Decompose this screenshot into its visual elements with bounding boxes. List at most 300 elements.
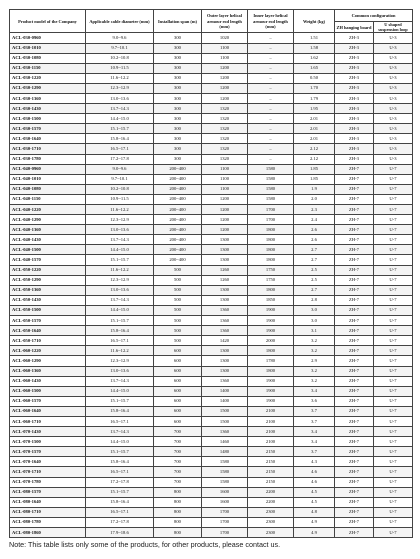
cell-weight: 3.1 xyxy=(294,326,335,336)
cell-inner-length: 1800 xyxy=(248,245,294,255)
cell-inner-length: 1580 xyxy=(248,194,294,204)
cell-weight: 1.85 xyxy=(294,164,335,174)
cell-inner-length: 1580 xyxy=(248,184,294,194)
cell-outer-length: 1200 xyxy=(202,194,248,204)
cell-model: ACL-080-1710 xyxy=(10,507,86,517)
cell-span: 200~400 xyxy=(154,225,202,235)
cell-model: ACL-030-1010 xyxy=(10,43,86,53)
cell-outer-length: 1300 xyxy=(202,245,248,255)
cell-diameter: 13.7~14.3 xyxy=(86,427,154,437)
cell-diameter: 14.4~15.0 xyxy=(86,305,154,315)
table-row xyxy=(10,114,413,124)
cell-span: 500 xyxy=(154,275,202,285)
cell-outer-length: 1300 xyxy=(202,346,248,356)
cell-model: ACL-040-1220 xyxy=(10,205,86,215)
cell-diameter: 14.4~15.0 xyxy=(86,437,154,447)
cell-diameter: 15.8~16.4 xyxy=(86,497,154,507)
cell-zh-board: ZH-7 xyxy=(335,447,374,457)
cell-weight: 1.95 xyxy=(294,104,335,114)
cell-model: ACL-040-1360 xyxy=(10,225,86,235)
cell-weight: 2.4 xyxy=(294,215,335,225)
cell-inner-length: 1750 xyxy=(248,265,294,275)
cell-inner-length: 1850 xyxy=(248,295,294,305)
cell-u-loop: U-7 xyxy=(374,517,413,527)
cell-u-loop: U-7 xyxy=(374,497,413,507)
cell-weight: 3.7 xyxy=(294,416,335,426)
cell-diameter: 12.3~12.9 xyxy=(86,356,154,366)
cell-zh-board: ZH-7 xyxy=(335,457,374,467)
cell-diameter: 10.2~10.8 xyxy=(86,53,154,63)
cell-weight: 1.65 xyxy=(294,63,335,73)
cell-zh-board: ZH-7 xyxy=(335,174,374,184)
table-row xyxy=(10,396,413,406)
cell-zh-board: ZH-7 xyxy=(335,437,374,447)
cell-outer-length: 1300 xyxy=(202,295,248,305)
cell-zh-board: ZH-7 xyxy=(335,275,374,285)
cell-weight: 3.7 xyxy=(294,406,335,416)
cell-model: ACL-030-1640 xyxy=(10,134,86,144)
cell-zh-board: ZH-7 xyxy=(335,386,374,396)
cell-diameter: 12.3~12.9 xyxy=(86,275,154,285)
cell-weight: 1.58 xyxy=(294,43,335,53)
cell-inner-length: – xyxy=(248,144,294,154)
cell-diameter: 15.1~15.7 xyxy=(86,316,154,326)
cell-zh-board: ZH-7 xyxy=(335,528,374,538)
cell-inner-length: 1900 xyxy=(248,316,294,326)
cell-span: 300 xyxy=(154,93,202,103)
cell-span: 200~400 xyxy=(154,205,202,215)
cell-u-loop: U-7 xyxy=(374,487,413,497)
cell-diameter: 10.9~11.5 xyxy=(86,63,154,73)
cell-weight: 1.79 xyxy=(294,93,335,103)
cell-outer-length: 1200 xyxy=(202,205,248,215)
cell-diameter: 13.7~14.3 xyxy=(86,104,154,114)
cell-diameter: 9.7~10.1 xyxy=(86,43,154,53)
cell-zh-board: ZH-7 xyxy=(335,184,374,194)
cell-span: 200~400 xyxy=(154,215,202,225)
cell-inner-length: 1580 xyxy=(248,174,294,184)
cell-span: 300 xyxy=(154,63,202,73)
cell-inner-length: 1700 xyxy=(248,205,294,215)
cell-outer-length: 1500 xyxy=(202,416,248,426)
cell-u-loop: U-7 xyxy=(374,416,413,426)
cell-diameter: 10.2~10.8 xyxy=(86,184,154,194)
cell-inner-length: 1800 xyxy=(248,225,294,235)
cell-diameter: 13.7~14.3 xyxy=(86,235,154,245)
cell-diameter: 11.6~12.2 xyxy=(86,73,154,83)
cell-weight: 3.7 xyxy=(294,447,335,457)
header-model: Product model of the Company xyxy=(10,10,86,33)
cell-diameter: 17.2~17.8 xyxy=(86,477,154,487)
cell-span: 800 xyxy=(154,528,202,538)
cell-model: ACL-080-1780 xyxy=(10,517,86,527)
table-row xyxy=(10,184,413,194)
table-row xyxy=(10,134,413,144)
cell-outer-length: 1420 xyxy=(202,336,248,346)
cell-span: 200~400 xyxy=(154,184,202,194)
cell-u-loop: U-3 xyxy=(374,124,413,134)
cell-inner-length: 1800 xyxy=(248,235,294,245)
cell-inner-length: 2150 xyxy=(248,477,294,487)
cell-diameter: 17.9~18.6 xyxy=(86,528,154,538)
cell-weight: 3.2 xyxy=(294,376,335,386)
cell-diameter: 16.5~17.1 xyxy=(86,144,154,154)
cell-zh-board: ZH-7 xyxy=(335,326,374,336)
cell-u-loop: U-7 xyxy=(374,457,413,467)
cell-span: 300 xyxy=(154,154,202,164)
cell-diameter: 15.1~15.7 xyxy=(86,255,154,265)
cell-u-loop: U-7 xyxy=(374,305,413,315)
table-row xyxy=(10,275,413,285)
cell-diameter: 10.9~11.5 xyxy=(86,194,154,204)
cell-model: ACL-040-1150 xyxy=(10,194,86,204)
table-body xyxy=(10,33,413,538)
cell-inner-length: – xyxy=(248,104,294,114)
cell-inner-length: – xyxy=(248,114,294,124)
cell-span: 700 xyxy=(154,447,202,457)
cell-span: 600 xyxy=(154,406,202,416)
cell-span: 800 xyxy=(154,487,202,497)
cell-inner-length: – xyxy=(248,124,294,134)
table-row xyxy=(10,174,413,184)
cell-u-loop: U-3 xyxy=(374,144,413,154)
cell-diameter: 9.0~9.6 xyxy=(86,164,154,174)
table-row xyxy=(10,205,413,215)
cell-model: ACL-030-1290 xyxy=(10,83,86,93)
cell-u-loop: U-7 xyxy=(374,528,413,538)
table-row xyxy=(10,497,413,507)
cell-weight: 2.0 xyxy=(294,194,335,204)
cell-model: ACL-070-1570 xyxy=(10,447,86,457)
cell-outer-length: 1400 xyxy=(202,396,248,406)
cell-u-loop: U-7 xyxy=(374,245,413,255)
cell-span: 800 xyxy=(154,517,202,527)
cell-inner-length: 2100 xyxy=(248,427,294,437)
cell-span: 700 xyxy=(154,477,202,487)
cell-span: 800 xyxy=(154,507,202,517)
cell-span: 500 xyxy=(154,295,202,305)
table-row xyxy=(10,245,413,255)
cell-inner-length: 2200 xyxy=(248,497,294,507)
cell-weight: 2.9 xyxy=(294,356,335,366)
cell-inner-length: 2100 xyxy=(248,437,294,447)
cell-model: ACL-060-1220 xyxy=(10,346,86,356)
cell-inner-length: – xyxy=(248,53,294,63)
cell-span: 600 xyxy=(154,396,202,406)
cell-outer-length: 1700 xyxy=(202,517,248,527)
table-row xyxy=(10,326,413,336)
table-row xyxy=(10,63,413,73)
table-row xyxy=(10,437,413,447)
cell-model: ACL-080-1860 xyxy=(10,528,86,538)
table-row xyxy=(10,53,413,63)
cell-span: 200~400 xyxy=(154,235,202,245)
cell-inner-length: 2150 xyxy=(248,457,294,467)
cell-outer-length: 1100 xyxy=(202,53,248,63)
cell-u-loop: U-7 xyxy=(374,235,413,245)
cell-model: ACL-060-1500 xyxy=(10,386,86,396)
cell-u-loop: U-7 xyxy=(374,194,413,204)
cell-diameter: 14.4~15.0 xyxy=(86,245,154,255)
cell-outer-length: 1300 xyxy=(202,235,248,245)
cell-span: 500 xyxy=(154,336,202,346)
cell-weight: 3.2 xyxy=(294,336,335,346)
table-row xyxy=(10,447,413,457)
table-row xyxy=(10,144,413,154)
cell-weight: 2.7 xyxy=(294,255,335,265)
cell-weight: 1.70 xyxy=(294,83,335,93)
header-inner-length: Inner layer helical armour rod length (mm) xyxy=(248,10,294,33)
cell-u-loop: U-7 xyxy=(374,447,413,457)
cell-u-loop: U-3 xyxy=(374,104,413,114)
table-row xyxy=(10,265,413,275)
cell-weight: 2.3 xyxy=(294,205,335,215)
cell-inner-length: 1800 xyxy=(248,346,294,356)
cell-zh-board: ZH-3 xyxy=(335,33,374,43)
table-row xyxy=(10,528,413,538)
cell-model: ACL-030-1780 xyxy=(10,154,86,164)
cell-weight: 2.01 xyxy=(294,134,335,144)
cell-diameter: 15.8~16.4 xyxy=(86,326,154,336)
table-row xyxy=(10,295,413,305)
cell-u-loop: U-7 xyxy=(374,396,413,406)
table-row xyxy=(10,427,413,437)
header-common-config: Common configuration xyxy=(335,10,413,22)
cell-span: 300 xyxy=(154,83,202,93)
cell-outer-length: 1700 xyxy=(202,528,248,538)
cell-weight: 4.9 xyxy=(294,517,335,527)
cell-model: ACL-050-1640 xyxy=(10,326,86,336)
header-zh-board: ZH hanging board xyxy=(335,22,374,33)
cell-model: ACL-040-1430 xyxy=(10,235,86,245)
cell-zh-board: ZH-3 xyxy=(335,53,374,63)
table-row xyxy=(10,467,413,477)
cell-inner-length: – xyxy=(248,73,294,83)
table-row xyxy=(10,386,413,396)
cell-outer-length: 1300 xyxy=(202,285,248,295)
cell-u-loop: U-7 xyxy=(374,295,413,305)
table-row xyxy=(10,255,413,265)
cell-inner-length: 1800 xyxy=(248,366,294,376)
cell-model: ACL-030-1080 xyxy=(10,53,86,63)
cell-inner-length: 1700 xyxy=(248,215,294,225)
cell-inner-length: – xyxy=(248,154,294,164)
cell-model: ACL-040-0960 xyxy=(10,164,86,174)
cell-u-loop: U-7 xyxy=(374,285,413,295)
cell-outer-length: 1320 xyxy=(202,154,248,164)
cell-zh-board: ZH-7 xyxy=(335,265,374,275)
cell-zh-board: ZH-3 xyxy=(335,144,374,154)
cell-u-loop: U-7 xyxy=(374,265,413,275)
cell-weight: 4.5 xyxy=(294,497,335,507)
table-row xyxy=(10,93,413,103)
cell-u-loop: U-3 xyxy=(374,93,413,103)
cell-zh-board: ZH-7 xyxy=(335,356,374,366)
cell-u-loop: U-3 xyxy=(374,33,413,43)
cell-outer-length: 1580 xyxy=(202,477,248,487)
cell-zh-board: ZH-7 xyxy=(335,366,374,376)
cell-inner-length: 2100 xyxy=(248,406,294,416)
cell-inner-length: 2000 xyxy=(248,336,294,346)
cell-model: ACL-060-1290 xyxy=(10,356,86,366)
cell-u-loop: U-3 xyxy=(374,114,413,124)
table-row xyxy=(10,517,413,527)
cell-diameter: 14.4~15.0 xyxy=(86,386,154,396)
cell-model: ACL-070-1640 xyxy=(10,457,86,467)
cell-u-loop: U-3 xyxy=(374,63,413,73)
cell-model: ACL-050-1710 xyxy=(10,336,86,346)
table-row xyxy=(10,104,413,114)
cell-outer-length: 1100 xyxy=(202,184,248,194)
cell-diameter: 17.2~17.8 xyxy=(86,517,154,527)
cell-span: 200~400 xyxy=(154,255,202,265)
cell-inner-length: 1900 xyxy=(248,376,294,386)
cell-inner-length: – xyxy=(248,43,294,53)
cell-diameter: 13.7~14.3 xyxy=(86,376,154,386)
cell-inner-length: 2300 xyxy=(248,517,294,527)
cell-u-loop: U-3 xyxy=(374,53,413,63)
cell-outer-length: 1320 xyxy=(202,144,248,154)
cell-model: ACL-030-1360 xyxy=(10,93,86,103)
cell-model: ACL-070-1500 xyxy=(10,437,86,447)
table-row xyxy=(10,164,413,174)
cell-model: ACL-050-1430 xyxy=(10,295,86,305)
spec-table-container xyxy=(9,9,412,538)
cell-diameter: 13.7~14.3 xyxy=(86,295,154,305)
cell-diameter: 13.0~13.6 xyxy=(86,225,154,235)
cell-outer-length: 1460 xyxy=(202,437,248,447)
cell-outer-length: 1260 xyxy=(202,265,248,275)
cell-diameter: 9.7~10.1 xyxy=(86,174,154,184)
cell-weight: 2.01 xyxy=(294,114,335,124)
cell-zh-board: ZH-7 xyxy=(335,427,374,437)
cell-zh-board: ZH-7 xyxy=(335,507,374,517)
cell-diameter: 15.1~15.7 xyxy=(86,487,154,497)
cell-outer-length: 1600 xyxy=(202,497,248,507)
cell-span: 300 xyxy=(154,134,202,144)
cell-diameter: 16.5~17.1 xyxy=(86,416,154,426)
table-row xyxy=(10,416,413,426)
cell-u-loop: U-7 xyxy=(374,406,413,416)
table-row xyxy=(10,124,413,134)
cell-model: ACL-030-1430 xyxy=(10,104,86,114)
footer-note: Note: This table lists only some of the products, for other products, please contact us. xyxy=(9,540,281,549)
cell-outer-length: 1700 xyxy=(202,507,248,517)
cell-outer-length: 1200 xyxy=(202,73,248,83)
cell-span: 200~400 xyxy=(154,194,202,204)
cell-weight: 4.5 xyxy=(294,487,335,497)
table-row xyxy=(10,285,413,295)
cell-outer-length: 1360 xyxy=(202,316,248,326)
cell-u-loop: U-7 xyxy=(374,346,413,356)
cell-zh-board: ZH-7 xyxy=(335,416,374,426)
cell-model: ACL-040-1080 xyxy=(10,184,86,194)
cell-zh-board: ZH-3 xyxy=(335,154,374,164)
cell-u-loop: U-7 xyxy=(374,437,413,447)
cell-model: ACL-070-1780 xyxy=(10,477,86,487)
cell-inner-length: – xyxy=(248,93,294,103)
cell-span: 300 xyxy=(154,73,202,83)
cell-outer-length: 1200 xyxy=(202,225,248,235)
cell-span: 700 xyxy=(154,467,202,477)
cell-diameter: 11.6~12.2 xyxy=(86,346,154,356)
table-row xyxy=(10,225,413,235)
cell-weight: 4.9 xyxy=(294,528,335,538)
cell-span: 300 xyxy=(154,53,202,63)
cell-span: 200~400 xyxy=(154,164,202,174)
cell-inner-length: 1900 xyxy=(248,326,294,336)
table-row xyxy=(10,457,413,467)
cell-weight: 3.0 xyxy=(294,305,335,315)
cell-inner-length: – xyxy=(248,83,294,93)
cell-weight: 1.51 xyxy=(294,33,335,43)
cell-zh-board: ZH-3 xyxy=(335,134,374,144)
cell-u-loop: U-7 xyxy=(374,376,413,386)
cell-diameter: 14.4~15.0 xyxy=(86,114,154,124)
cell-weight: 3.4 xyxy=(294,437,335,447)
cell-u-loop: U-7 xyxy=(374,507,413,517)
cell-outer-length: 1260 xyxy=(202,275,248,285)
cell-u-loop: U-7 xyxy=(374,275,413,285)
cell-weight: 3.4 xyxy=(294,386,335,396)
cell-model: ACL-030-1570 xyxy=(10,124,86,134)
cell-inner-length: 1750 xyxy=(248,275,294,285)
cell-diameter: 15.1~15.7 xyxy=(86,396,154,406)
cell-span: 500 xyxy=(154,316,202,326)
cell-weight: 1.85 xyxy=(294,174,335,184)
cell-zh-board: ZH-7 xyxy=(335,194,374,204)
cell-outer-length: 1020 xyxy=(202,33,248,43)
cell-model: ACL-060-1640 xyxy=(10,406,86,416)
header-outer-length: Outer layer helical armour rod length (mm) xyxy=(202,10,248,33)
cell-outer-length: 1600 xyxy=(202,487,248,497)
cell-u-loop: U-7 xyxy=(374,427,413,437)
cell-model: ACL-030-1220 xyxy=(10,73,86,83)
cell-model: ACL-050-1570 xyxy=(10,316,86,326)
cell-u-loop: U-7 xyxy=(374,255,413,265)
cell-outer-length: 1100 xyxy=(202,164,248,174)
cell-span: 500 xyxy=(154,265,202,275)
cell-inner-length: 2200 xyxy=(248,487,294,497)
cell-outer-length: 1480 xyxy=(202,447,248,457)
cell-u-loop: U-7 xyxy=(374,477,413,487)
table-row xyxy=(10,73,413,83)
cell-diameter: 15.1~15.7 xyxy=(86,124,154,134)
cell-u-loop: U-3 xyxy=(374,73,413,83)
table-row xyxy=(10,316,413,326)
cell-zh-board: ZH-7 xyxy=(335,255,374,265)
cell-zh-board: ZH-7 xyxy=(335,295,374,305)
cell-u-loop: U-7 xyxy=(374,326,413,336)
cell-diameter: 13.0~13.6 xyxy=(86,285,154,295)
table-row xyxy=(10,356,413,366)
cell-u-loop: U-7 xyxy=(374,215,413,225)
table-row xyxy=(10,43,413,53)
cell-u-loop: U-7 xyxy=(374,174,413,184)
cell-weight: 2.5 xyxy=(294,265,335,275)
cell-diameter: 15.1~15.7 xyxy=(86,447,154,457)
cell-outer-length: 1360 xyxy=(202,305,248,315)
cell-weight: 2.6 xyxy=(294,235,335,245)
cell-diameter: 12.3~12.9 xyxy=(86,215,154,225)
cell-weight: 4.8 xyxy=(294,507,335,517)
cell-outer-length: 1360 xyxy=(202,326,248,336)
header-diameter: Applicable cable diameter (mm) xyxy=(86,10,154,33)
cell-span: 300 xyxy=(154,144,202,154)
cell-zh-board: ZH-3 xyxy=(335,63,374,73)
cell-outer-length: 1360 xyxy=(202,427,248,437)
cell-outer-length: 1320 xyxy=(202,104,248,114)
